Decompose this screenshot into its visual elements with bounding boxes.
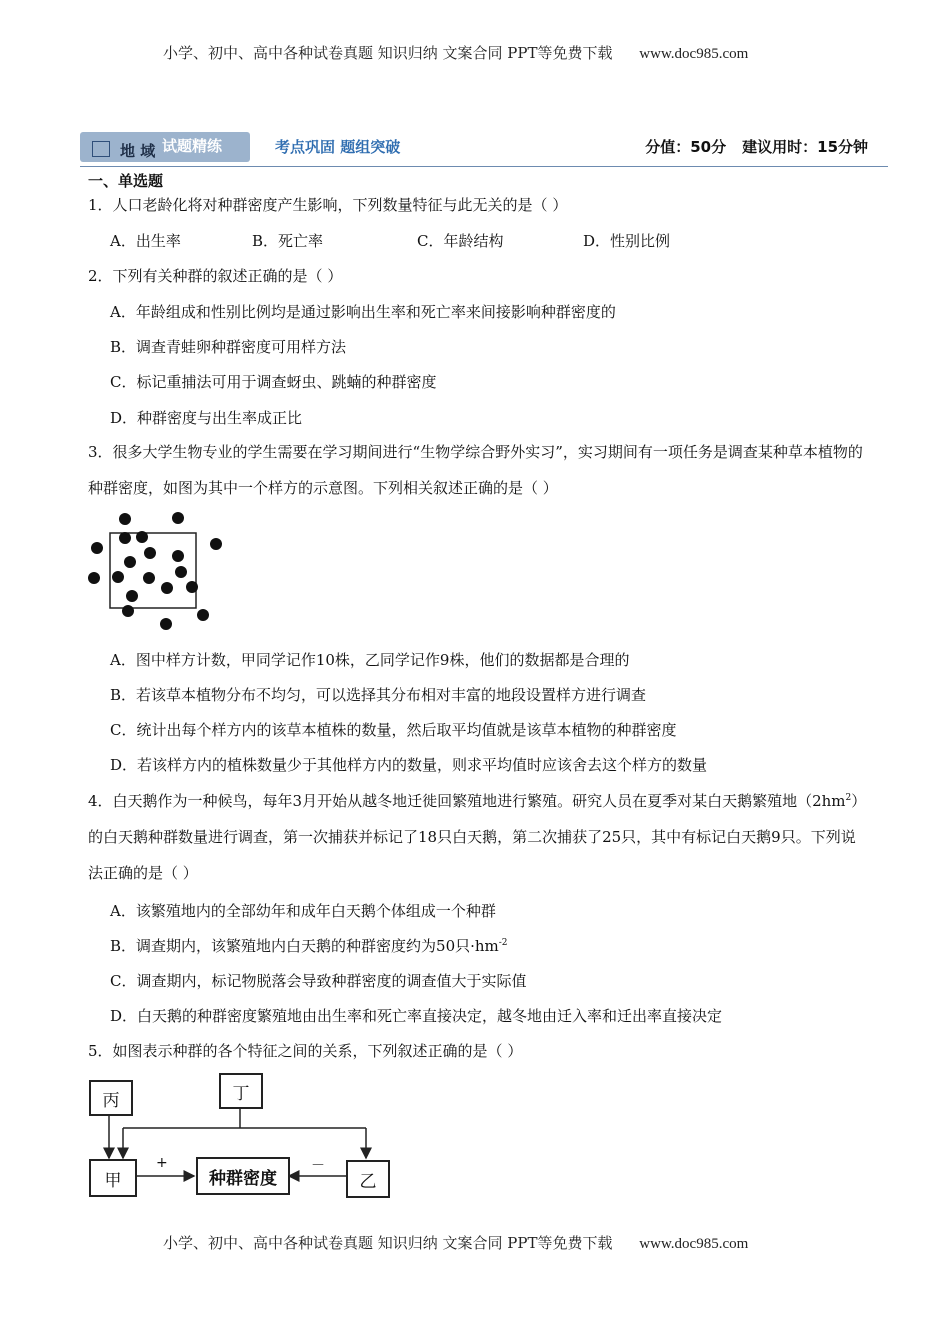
section-title: 一、单选题 — [88, 172, 164, 190]
plant-dot — [160, 618, 172, 630]
node-bing: 丙 — [89, 1080, 133, 1116]
q3-option-d[interactable]: D．若该样方内的植株数量少于其他样方内的数量，则求平均值时应该舍去这个样方的数量 — [110, 756, 708, 774]
footer-url[interactable]: www.doc985.com — [639, 1236, 749, 1252]
q3-stem: 3．很多大学生物专业的学生需要在学习期间进行“生物学综合野外实习”，实习期间有一项任务是调查某种草本植物的种群密度，如图为其中一个样方的示意图。下列相关叙述正确的是（ ） — [88, 443, 863, 497]
plant-dot — [136, 531, 148, 543]
q2-option-a[interactable]: A．年龄组成和性别比例均是通过影响出生率和死亡率来间接影响种群密度的 — [110, 303, 616, 321]
q2-option-d[interactable]: D．种群密度与出生率成正比 — [110, 409, 303, 427]
plant-dot — [143, 572, 155, 584]
node-population-density: 种群密度 — [196, 1157, 290, 1195]
q3-option-b[interactable]: B．若该草本植物分布不均匀，可以选择其分布相对丰富的地段设置样方进行调查 — [110, 686, 647, 704]
q1-option-c[interactable]: C．年龄结构 — [417, 232, 504, 250]
plant-dot — [126, 590, 138, 602]
plant-dot — [88, 572, 100, 584]
page-header — [163, 42, 748, 63]
q4-stem: 4．白天鹅作为一种候鸟，每年3月开始从越冬地迁徙回繁殖地进行繁殖。研究人员在夏季对某白天鹅繁殖地$(2hm^2)$的白天鹅种群数量进行调查，第一次捕获并标记了18只白天鹅，第二次捕获了25只，其中有标记白天鹅9只。下列说法正确的是（ ） — [88, 792, 859, 882]
q2-stem: 2．下列有关种群的叙述正确的是（ ） — [88, 267, 343, 285]
plant-dot — [144, 547, 156, 559]
q3-option-c[interactable]: C．统计出每个样方内的该草本植株的数量，然后取平均值就是该草本植物的种群密度 — [110, 721, 677, 739]
plant-dot — [175, 566, 187, 578]
q1-option-d[interactable]: D．性别比例 — [583, 232, 671, 250]
plant-dot — [124, 556, 136, 568]
plant-dot — [122, 605, 134, 617]
banner-tag-left: 地 域 — [120, 142, 156, 160]
plant-dot — [172, 512, 184, 524]
plant-dot — [197, 609, 209, 621]
node-yi: 乙 — [346, 1160, 390, 1198]
banner-tag — [80, 132, 250, 162]
banner-score — [629, 136, 868, 157]
node-jia: 甲 — [89, 1159, 137, 1197]
plant-dot — [210, 538, 222, 550]
plant-dot — [112, 571, 124, 583]
banner-tag-right: 试题精练 — [162, 137, 223, 155]
q5-stem: 5．如图表示种群的各个特征之间的关系，下列叙述正确的是（ ） — [88, 1042, 523, 1060]
banner-rule — [80, 166, 888, 167]
plant-dot — [172, 550, 184, 562]
node-ding: 丁 — [219, 1073, 263, 1109]
plant-dot — [161, 582, 173, 594]
footer-text: 小学、初中、高中各种试卷真题 知识归纳 文案合同 PPT等免费下载 — [163, 1234, 613, 1252]
population-diagram — [80, 1070, 400, 1200]
q4-option-c[interactable]: C．调查期内，标记物脱落会导致种群密度的调查值大于实际值 — [110, 972, 527, 990]
plant-dot — [119, 532, 131, 544]
list-icon — [92, 141, 110, 157]
q4-option-d[interactable]: D．白天鹅的种群密度繁殖地由出生率和死亡率直接决定，越冬地由迁入率和迁出率直接决定 — [110, 1007, 723, 1025]
q4-option-b[interactable]: B．调查期内，该繁殖地内白天鹅的种群密度约为50只$\cdot hm^{-2}$ — [110, 937, 508, 955]
plant-dot — [91, 542, 103, 554]
q1-option-b[interactable]: B．死亡率 — [252, 232, 324, 250]
page-footer — [163, 1232, 748, 1253]
plus-sign: + — [156, 1155, 168, 1171]
q2-option-b[interactable]: B．调查青蛙卵种群密度可用样方法 — [110, 338, 347, 356]
q2-option-c[interactable]: C．标记重捕法可用于调查蚜虫、跳蝻的种群密度 — [110, 373, 437, 391]
banner-tagline: 考点巩固 题组突破 — [275, 138, 401, 156]
q1-option-a[interactable]: A．出生率 — [110, 232, 181, 250]
plant-dot — [186, 581, 198, 593]
quadrat-figure — [80, 505, 230, 630]
plant-dot — [119, 513, 131, 525]
q4-option-a[interactable]: A．该繁殖地内的全部幼年和成年白天鹅个体组成一个种群 — [110, 902, 496, 920]
header-url[interactable]: www.doc985.com — [639, 46, 749, 62]
score-value: 分值：50分 — [645, 138, 727, 156]
suggested-time: 建议用时：15分钟 — [742, 138, 868, 156]
section-banner — [80, 132, 888, 168]
q1-stem: 1．人口老龄化将对种群密度产生影响，下列数量特征与此无关的是（ ） — [88, 196, 568, 214]
header-text: 小学、初中、高中各种试卷真题 知识归纳 文案合同 PPT等免费下载 — [163, 44, 613, 62]
minus-sign: － — [311, 1158, 325, 1174]
q3-option-a[interactable]: A．图中样方计数，甲同学记作10株，乙同学记作9株，他们的数据都是合理的 — [110, 651, 630, 669]
